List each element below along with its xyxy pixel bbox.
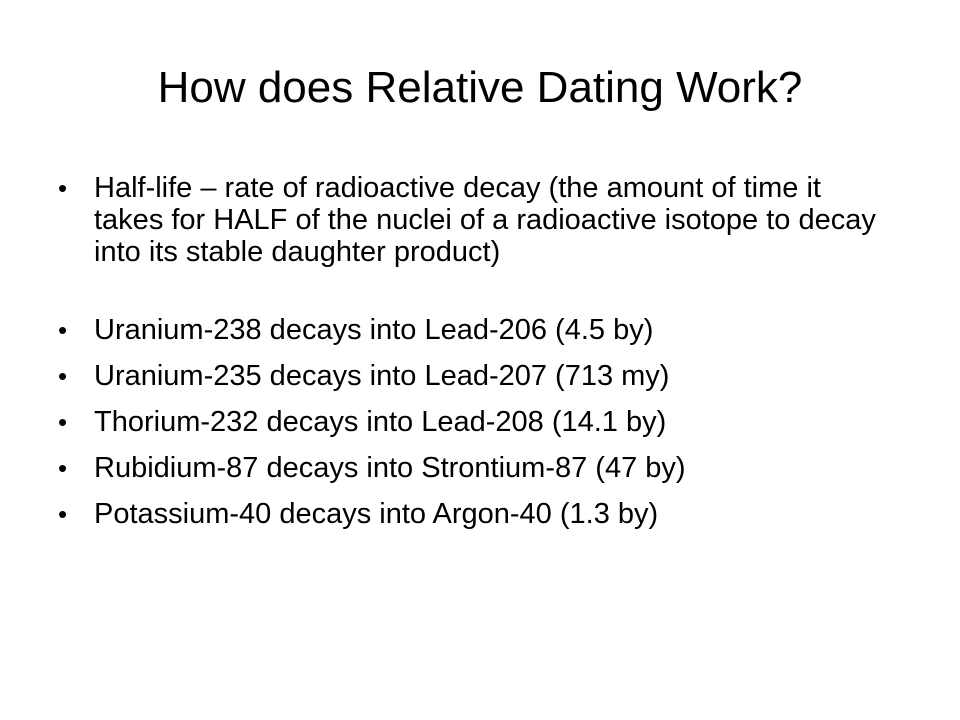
bullet-item-uranium-238 xyxy=(58,314,888,346)
bullet-dot-icon: • xyxy=(58,173,68,203)
bullet-text: Half-life – rate of radioactive decay (the amount of time it takes for HALF of the nuclei of a radioactive isotope to decay into its stable daughter product) xyxy=(94,172,876,268)
bullet-text: Potassium-40 decays into Argon-40 (1.3 by) xyxy=(94,498,659,530)
bullet-dot-icon: • xyxy=(58,361,68,391)
bullet-item-half-life xyxy=(58,172,888,268)
bullet-dot-icon: • xyxy=(58,499,68,529)
bullet-dot-icon: • xyxy=(58,315,68,345)
bullet-item-rubidium-87 xyxy=(58,452,888,484)
bullet-text: Rubidium-87 decays into Strontium-87 (47 by) xyxy=(94,452,686,484)
bullet-text: Uranium-235 decays into Lead-207 (713 my) xyxy=(94,360,670,392)
bullet-dot-icon: • xyxy=(58,453,68,483)
bullet-list xyxy=(58,172,888,544)
bullet-item-potassium-40 xyxy=(58,498,888,530)
slide-title: How does Relative Dating Work? xyxy=(157,63,803,112)
bullet-text: Uranium-238 decays into Lead-206 (4.5 by) xyxy=(94,314,654,346)
bullet-item-uranium-235 xyxy=(58,360,888,392)
bullet-text: Thorium-232 decays into Lead-208 (14.1 by) xyxy=(94,406,667,438)
bullet-dot-icon: • xyxy=(58,407,68,437)
bullet-item-thorium-232 xyxy=(58,406,888,438)
